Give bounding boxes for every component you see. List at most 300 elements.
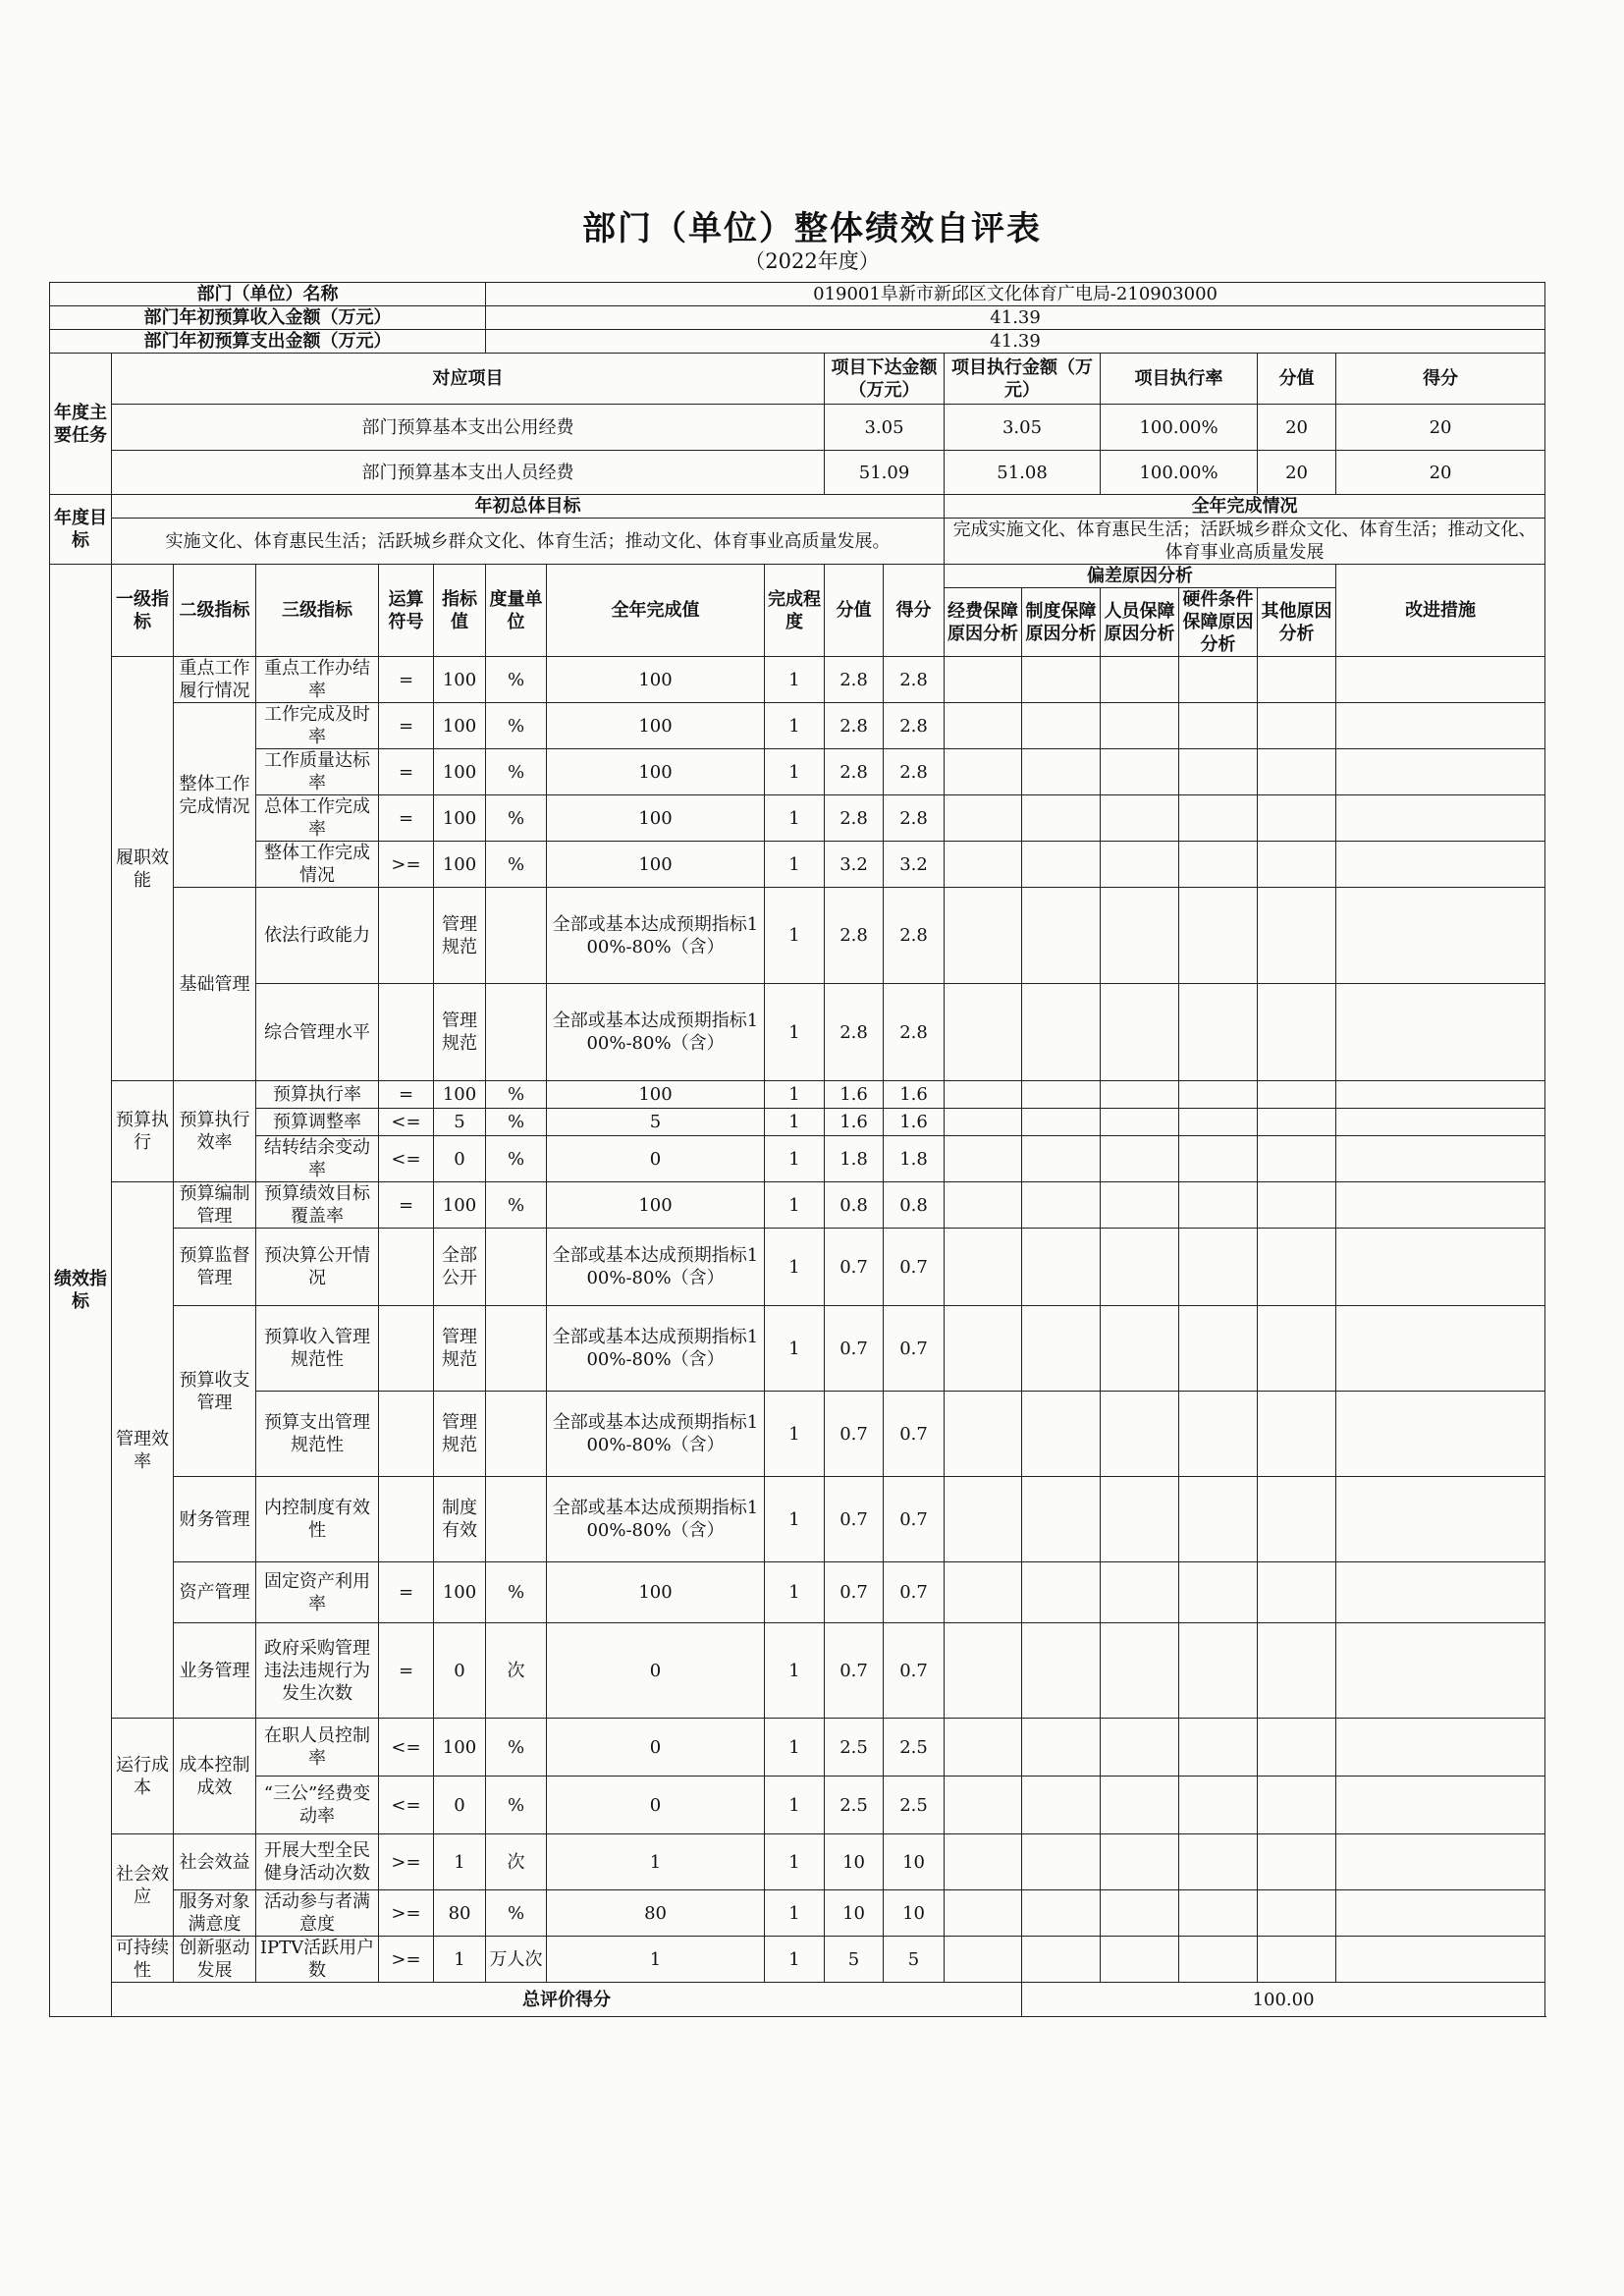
deviation-analysis-cell (1258, 749, 1336, 795)
deviation-analysis-cell (1101, 1719, 1179, 1777)
deviation-analysis-cell (1022, 1890, 1101, 1937)
perf-degree-header: 完成程度 (765, 565, 825, 657)
improvement-cell (1336, 1562, 1545, 1623)
completion-degree-cell: 1 (765, 1562, 825, 1623)
deviation-staff-header: 人员保障原因分析 (1101, 588, 1179, 657)
unit-cell: % (486, 1081, 547, 1109)
deviation-analysis-cell (1258, 1477, 1336, 1562)
unit-cell: % (486, 657, 547, 703)
task-row (50, 451, 1545, 495)
score-value-cell: 2.8 (825, 984, 884, 1081)
unit-cell: % (486, 1719, 547, 1777)
deviation-analysis-cell (1179, 1182, 1258, 1229)
total-score-label: 总评价得分 (112, 1983, 1022, 2017)
indicator-row (50, 657, 1545, 703)
deviation-analysis-cell (1258, 1834, 1336, 1890)
completion-degree-cell: 1 (765, 1229, 825, 1306)
target-value-cell: 100 (434, 1081, 486, 1109)
actual-value-cell: 100 (547, 749, 765, 795)
deviation-analysis-cell (1179, 1081, 1258, 1109)
deviation-analysis-cell (1101, 1229, 1179, 1306)
operator-cell: >= (379, 1937, 434, 1983)
target-value-cell: 100 (434, 657, 486, 703)
tasks-executed-header: 项目执行金额（万元） (945, 354, 1101, 405)
goals-initial-text: 实施文化、体育惠民生活；活跃城乡群众文化、体育生活；推动文化、体育事业高质量发展。 (112, 519, 945, 565)
improvement-cell (1336, 1182, 1545, 1229)
indicator-row (50, 1890, 1545, 1937)
operator-cell: = (379, 657, 434, 703)
deviation-analysis-cell (1258, 1890, 1336, 1937)
deviation-analysis-cell (945, 703, 1022, 749)
operator-cell: <= (379, 1136, 434, 1182)
level2-indicator: 服务对象满意度 (174, 1890, 256, 1937)
indicator-row (50, 1136, 1545, 1182)
deviation-analysis-cell (1101, 1890, 1179, 1937)
completion-degree-cell: 1 (765, 749, 825, 795)
completion-degree-cell: 1 (765, 1306, 825, 1392)
tasks-section-label: 年度主要任务 (50, 354, 112, 495)
level3-indicator: 预算调整率 (256, 1109, 379, 1136)
indicator-row (50, 1937, 1545, 1983)
dept-name-value: 019001阜新市新邱区文化体育广电局-210903000 (486, 283, 1545, 306)
improvement-cell (1336, 1477, 1545, 1562)
operator-cell: = (379, 749, 434, 795)
unit-cell: % (486, 749, 547, 795)
task-project: 部门预算基本支出人员经费 (112, 451, 825, 495)
deviation-analysis-cell (1179, 1834, 1258, 1890)
indicator-row (50, 1777, 1545, 1834)
improvement-cell (1336, 888, 1545, 984)
expense-value: 41.39 (486, 330, 1545, 354)
deviation-analysis-cell (1022, 1229, 1101, 1306)
deviation-analysis-cell (1101, 1109, 1179, 1136)
target-value-cell: 管理规范 (434, 1392, 486, 1477)
deviation-analysis-cell (1101, 1562, 1179, 1623)
score-value-cell: 0.8 (825, 1182, 884, 1229)
target-value-cell: 80 (434, 1890, 486, 1937)
score-cell: 0.7 (884, 1306, 945, 1392)
score-cell: 2.5 (884, 1719, 945, 1777)
target-value-cell: 0 (434, 1136, 486, 1182)
total-row (50, 1983, 1545, 2017)
tasks-score-header: 得分 (1336, 354, 1545, 405)
level3-indicator: 预算收入管理规范性 (256, 1306, 379, 1392)
indicator-row (50, 842, 1545, 888)
level3-indicator: 政府采购管理违法违规行为发生次数 (256, 1623, 379, 1719)
score-cell: 2.8 (884, 984, 945, 1081)
unit-cell: 次 (486, 1834, 547, 1890)
operator-cell: >= (379, 1890, 434, 1937)
target-value-cell: 100 (434, 749, 486, 795)
deviation-analysis-cell (1179, 1623, 1258, 1719)
tasks-rate-header: 项目执行率 (1101, 354, 1258, 405)
level2-indicator: 预算执行效率 (174, 1081, 256, 1182)
deviation-analysis-cell (945, 1182, 1022, 1229)
perf-score-header: 得分 (884, 565, 945, 657)
deviation-analysis-cell (1022, 1562, 1101, 1623)
unit-cell (486, 1477, 547, 1562)
task-score-value: 20 (1258, 405, 1336, 451)
perf-l2-header: 二级指标 (174, 565, 256, 657)
unit-cell: % (486, 703, 547, 749)
score-value-cell: 10 (825, 1834, 884, 1890)
completion-degree-cell: 1 (765, 703, 825, 749)
level3-indicator: 依法行政能力 (256, 888, 379, 984)
deviation-analysis-cell (1101, 1081, 1179, 1109)
deviation-analysis-cell (945, 1834, 1022, 1890)
unit-cell (486, 1229, 547, 1306)
total-score-value: 100.00 (1022, 1983, 1545, 2017)
score-value-cell: 2.8 (825, 657, 884, 703)
deviation-analysis-cell (945, 1109, 1022, 1136)
deviation-analysis-cell (1258, 1719, 1336, 1777)
deviation-analysis-cell (1179, 1109, 1258, 1136)
operator-cell: <= (379, 1777, 434, 1834)
level2-indicator: 预算编制管理 (174, 1182, 256, 1229)
indicator-row (50, 984, 1545, 1081)
level2-indicator: 预算收支管理 (174, 1306, 256, 1477)
deviation-system-header: 制度保障原因分析 (1022, 588, 1101, 657)
target-value-cell: 制度有效 (434, 1477, 486, 1562)
task-executed: 3.05 (945, 405, 1101, 451)
performance-table (49, 282, 1545, 2017)
perf-header-row-1 (50, 565, 1545, 588)
indicator-row (50, 1182, 1545, 1229)
deviation-header: 偏差原因分析 (945, 565, 1336, 588)
unit-cell: % (486, 842, 547, 888)
deviation-analysis-cell (1258, 1623, 1336, 1719)
deviation-analysis-cell (1101, 1136, 1179, 1182)
operator-cell: >= (379, 842, 434, 888)
level3-indicator: 预决算公开情况 (256, 1229, 379, 1306)
score-value-cell: 0.7 (825, 1477, 884, 1562)
score-cell: 0.7 (884, 1477, 945, 1562)
deviation-analysis-cell (1179, 1562, 1258, 1623)
deviation-analysis-cell (1179, 1392, 1258, 1477)
score-cell: 0.7 (884, 1229, 945, 1306)
completion-degree-cell: 1 (765, 1719, 825, 1777)
deviation-analysis-cell (1101, 888, 1179, 984)
completion-degree-cell: 1 (765, 1623, 825, 1719)
actual-value-cell: 80 (547, 1890, 765, 1937)
deviation-analysis-cell (945, 749, 1022, 795)
level3-indicator: 活动参与者满意度 (256, 1890, 379, 1937)
level3-indicator: 开展大型全民健身活动次数 (256, 1834, 379, 1890)
level3-indicator: 在职人员控制率 (256, 1719, 379, 1777)
goals-completion-text: 完成实施文化、体育惠民生活；活跃城乡群众文化、体育生活；推动文化、体育事业高质量发展 (945, 519, 1545, 565)
deviation-analysis-cell (945, 1229, 1022, 1306)
level3-indicator: 预算执行率 (256, 1081, 379, 1109)
deviation-analysis-cell (1179, 795, 1258, 842)
score-cell: 10 (884, 1890, 945, 1937)
document-title: 部门（单位）整体绩效自评表 (582, 209, 1042, 248)
task-executed: 51.08 (945, 451, 1101, 495)
indicator-row (50, 703, 1545, 749)
level1-indicator: 社会效应 (112, 1834, 174, 1937)
completion-degree-cell: 1 (765, 1136, 825, 1182)
perf-target-header: 指标值 (434, 565, 486, 657)
improvement-cell (1336, 657, 1545, 703)
actual-value-cell: 0 (547, 1623, 765, 1719)
unit-cell (486, 1392, 547, 1477)
deviation-analysis-cell (945, 1777, 1022, 1834)
level3-indicator: 工作完成及时率 (256, 703, 379, 749)
indicator-row (50, 1719, 1545, 1777)
score-cell: 2.5 (884, 1777, 945, 1834)
deviation-analysis-cell (1101, 703, 1179, 749)
actual-value-cell: 0 (547, 1777, 765, 1834)
deviation-analysis-cell (1101, 1623, 1179, 1719)
target-value-cell: 全部公开 (434, 1229, 486, 1306)
actual-value-cell: 100 (547, 1081, 765, 1109)
unit-cell: % (486, 1109, 547, 1136)
deviation-analysis-cell (945, 657, 1022, 703)
info-row-income (50, 306, 1545, 330)
unit-cell: 次 (486, 1623, 547, 1719)
deviation-analysis-cell (1022, 1477, 1101, 1562)
deviation-analysis-cell (945, 1719, 1022, 1777)
target-value-cell: 5 (434, 1109, 486, 1136)
score-cell: 0.7 (884, 1562, 945, 1623)
completion-degree-cell: 1 (765, 842, 825, 888)
score-value-cell: 2.5 (825, 1777, 884, 1834)
unit-cell: % (486, 1562, 547, 1623)
improvement-cell (1336, 984, 1545, 1081)
actual-value-cell: 0 (547, 1136, 765, 1182)
unit-cell: % (486, 1890, 547, 1937)
score-value-cell: 0.7 (825, 1623, 884, 1719)
deviation-analysis-cell (1179, 888, 1258, 984)
score-value-cell: 1.8 (825, 1136, 884, 1182)
level3-indicator: 预算绩效目标覆盖率 (256, 1182, 379, 1229)
target-value-cell: 1 (434, 1937, 486, 1983)
improvement-cell (1336, 1937, 1545, 1983)
unit-cell (486, 984, 547, 1081)
deviation-funding-header: 经费保障原因分析 (945, 588, 1022, 657)
goals-completion-header: 全年完成情况 (945, 495, 1545, 519)
deviation-analysis-cell (1258, 1777, 1336, 1834)
deviation-analysis-cell (1179, 842, 1258, 888)
perf-op-header: 运算符号 (379, 565, 434, 657)
deviation-analysis-cell (1022, 1777, 1101, 1834)
deviation-analysis-cell (945, 888, 1022, 984)
level3-indicator: 综合管理水平 (256, 984, 379, 1081)
level3-indicator: “三公”经费变动率 (256, 1777, 379, 1834)
improvement-cell (1336, 1109, 1545, 1136)
indicator-row (50, 1306, 1545, 1392)
task-score: 20 (1336, 405, 1545, 451)
goals-header-row (50, 495, 1545, 519)
deviation-analysis-cell (945, 1306, 1022, 1392)
level3-indicator: 整体工作完成情况 (256, 842, 379, 888)
indicator-row (50, 1623, 1545, 1719)
indicator-row (50, 795, 1545, 842)
improvement-cell (1336, 842, 1545, 888)
target-value-cell: 100 (434, 703, 486, 749)
target-value-cell: 管理规范 (434, 888, 486, 984)
deviation-analysis-cell (1022, 795, 1101, 842)
completion-degree-cell: 1 (765, 888, 825, 984)
deviation-analysis-cell (1022, 1136, 1101, 1182)
deviation-analysis-cell (1258, 1182, 1336, 1229)
target-value-cell: 1 (434, 1834, 486, 1890)
indicator-row (50, 1081, 1545, 1109)
score-cell: 2.8 (884, 749, 945, 795)
deviation-analysis-cell (945, 984, 1022, 1081)
tasks-header-row (50, 354, 1545, 405)
deviation-analysis-cell (1022, 984, 1101, 1081)
indicator-row (50, 1562, 1545, 1623)
deviation-analysis-cell (1258, 984, 1336, 1081)
deviation-analysis-cell (1258, 1109, 1336, 1136)
level3-indicator: IPTV活跃用户数 (256, 1937, 379, 1983)
improvement-header: 改进措施 (1336, 565, 1545, 657)
indicator-row (50, 749, 1545, 795)
improvement-cell (1336, 1890, 1545, 1937)
info-row-expense (50, 330, 1545, 354)
deviation-analysis-cell (1258, 1562, 1336, 1623)
indicator-row (50, 1109, 1545, 1136)
score-cell: 5 (884, 1937, 945, 1983)
deviation-analysis-cell (1179, 749, 1258, 795)
deviation-analysis-cell (1101, 1477, 1179, 1562)
level2-indicator: 创新驱动发展 (174, 1937, 256, 1983)
level3-indicator: 重点工作办结率 (256, 657, 379, 703)
target-value-cell: 0 (434, 1623, 486, 1719)
unit-cell: % (486, 1777, 547, 1834)
score-cell: 1.6 (884, 1109, 945, 1136)
deviation-analysis-cell (1258, 1136, 1336, 1182)
perf-l1-header: 一级指标 (112, 565, 174, 657)
completion-degree-cell: 1 (765, 1392, 825, 1477)
operator-cell: = (379, 703, 434, 749)
deviation-analysis-cell (1101, 1937, 1179, 1983)
completion-degree-cell: 1 (765, 1081, 825, 1109)
improvement-cell (1336, 1306, 1545, 1392)
unit-cell (486, 888, 547, 984)
perf-section-label: 绩效指标 (50, 565, 112, 2017)
level2-indicator: 整体工作完成情况 (174, 703, 256, 888)
deviation-analysis-cell (945, 1477, 1022, 1562)
level1-indicator: 预算执行 (112, 1081, 174, 1182)
indicator-row (50, 1834, 1545, 1890)
deviation-hardware-header: 硬件条件保障原因分析 (1179, 588, 1258, 657)
level1-indicator: 可持续性 (112, 1937, 174, 1983)
level2-indicator: 资产管理 (174, 1562, 256, 1623)
actual-value-cell: 0 (547, 1719, 765, 1777)
task-score: 20 (1336, 451, 1545, 495)
perf-l3-header: 三级指标 (256, 565, 379, 657)
target-value-cell: 100 (434, 842, 486, 888)
score-cell: 2.8 (884, 657, 945, 703)
score-value-cell: 0.7 (825, 1392, 884, 1477)
indicator-row (50, 888, 1545, 984)
target-value-cell: 管理规范 (434, 984, 486, 1081)
deviation-analysis-cell (945, 1392, 1022, 1477)
score-value-cell: 10 (825, 1890, 884, 1937)
operator-cell (379, 984, 434, 1081)
deviation-analysis-cell (1101, 1392, 1179, 1477)
level2-indicator: 财务管理 (174, 1477, 256, 1562)
score-value-cell: 2.8 (825, 888, 884, 984)
task-row (50, 405, 1545, 451)
actual-value-cell: 全部或基本达成预期指标100%-80%（含） (547, 1306, 765, 1392)
deviation-analysis-cell (945, 1623, 1022, 1719)
level3-indicator: 预算支出管理规范性 (256, 1392, 379, 1477)
score-cell: 1.6 (884, 1081, 945, 1109)
deviation-analysis-cell (1022, 1623, 1101, 1719)
actual-value-cell: 全部或基本达成预期指标100%-80%（含） (547, 1477, 765, 1562)
operator-cell (379, 1477, 434, 1562)
completion-degree-cell: 1 (765, 1182, 825, 1229)
deviation-analysis-cell (1022, 1182, 1101, 1229)
level2-indicator: 预算监督管理 (174, 1229, 256, 1306)
score-value-cell: 2.8 (825, 795, 884, 842)
deviation-analysis-cell (1101, 1777, 1179, 1834)
task-score-value: 20 (1258, 451, 1336, 495)
deviation-analysis-cell (945, 1136, 1022, 1182)
level3-indicator: 工作质量达标率 (256, 749, 379, 795)
perf-score-value-header: 分值 (825, 565, 884, 657)
score-cell: 3.2 (884, 842, 945, 888)
deviation-analysis-cell (1179, 1229, 1258, 1306)
improvement-cell (1336, 1081, 1545, 1109)
deviation-analysis-cell (1258, 842, 1336, 888)
completion-degree-cell: 1 (765, 1834, 825, 1890)
deviation-analysis-cell (1179, 1719, 1258, 1777)
dept-name-label: 部门（单位）名称 (50, 283, 486, 306)
actual-value-cell: 100 (547, 1182, 765, 1229)
deviation-analysis-cell (1258, 703, 1336, 749)
deviation-analysis-cell (1179, 657, 1258, 703)
deviation-analysis-cell (1101, 1182, 1179, 1229)
deviation-analysis-cell (1101, 1306, 1179, 1392)
unit-cell: 万人次 (486, 1937, 547, 1983)
completion-degree-cell: 1 (765, 1777, 825, 1834)
score-cell: 2.8 (884, 795, 945, 842)
deviation-analysis-cell (1179, 1477, 1258, 1562)
operator-cell: = (379, 1182, 434, 1229)
operator-cell: = (379, 1081, 434, 1109)
task-rate: 100.00% (1101, 451, 1258, 495)
improvement-cell (1336, 1777, 1545, 1834)
operator-cell: = (379, 795, 434, 842)
improvement-cell (1336, 749, 1545, 795)
level2-indicator: 社会效益 (174, 1834, 256, 1890)
improvement-cell (1336, 703, 1545, 749)
score-cell: 2.8 (884, 703, 945, 749)
deviation-analysis-cell (1101, 842, 1179, 888)
operator-cell: = (379, 1562, 434, 1623)
deviation-analysis-cell (1258, 1392, 1336, 1477)
improvement-cell (1336, 795, 1545, 842)
deviation-analysis-cell (1022, 1109, 1101, 1136)
deviation-analysis-cell (1022, 1081, 1101, 1109)
deviation-analysis-cell (1179, 1306, 1258, 1392)
level3-indicator: 总体工作完成率 (256, 795, 379, 842)
completion-degree-cell: 1 (765, 657, 825, 703)
score-value-cell: 5 (825, 1937, 884, 1983)
actual-value-cell: 5 (547, 1109, 765, 1136)
deviation-analysis-cell (1101, 749, 1179, 795)
deviation-analysis-cell (1022, 1937, 1101, 1983)
operator-cell (379, 888, 434, 984)
target-value-cell: 100 (434, 1182, 486, 1229)
deviation-analysis-cell (945, 1937, 1022, 1983)
improvement-cell (1336, 1719, 1545, 1777)
deviation-analysis-cell (1101, 984, 1179, 1081)
task-project: 部门预算基本支出公用经费 (112, 405, 825, 451)
